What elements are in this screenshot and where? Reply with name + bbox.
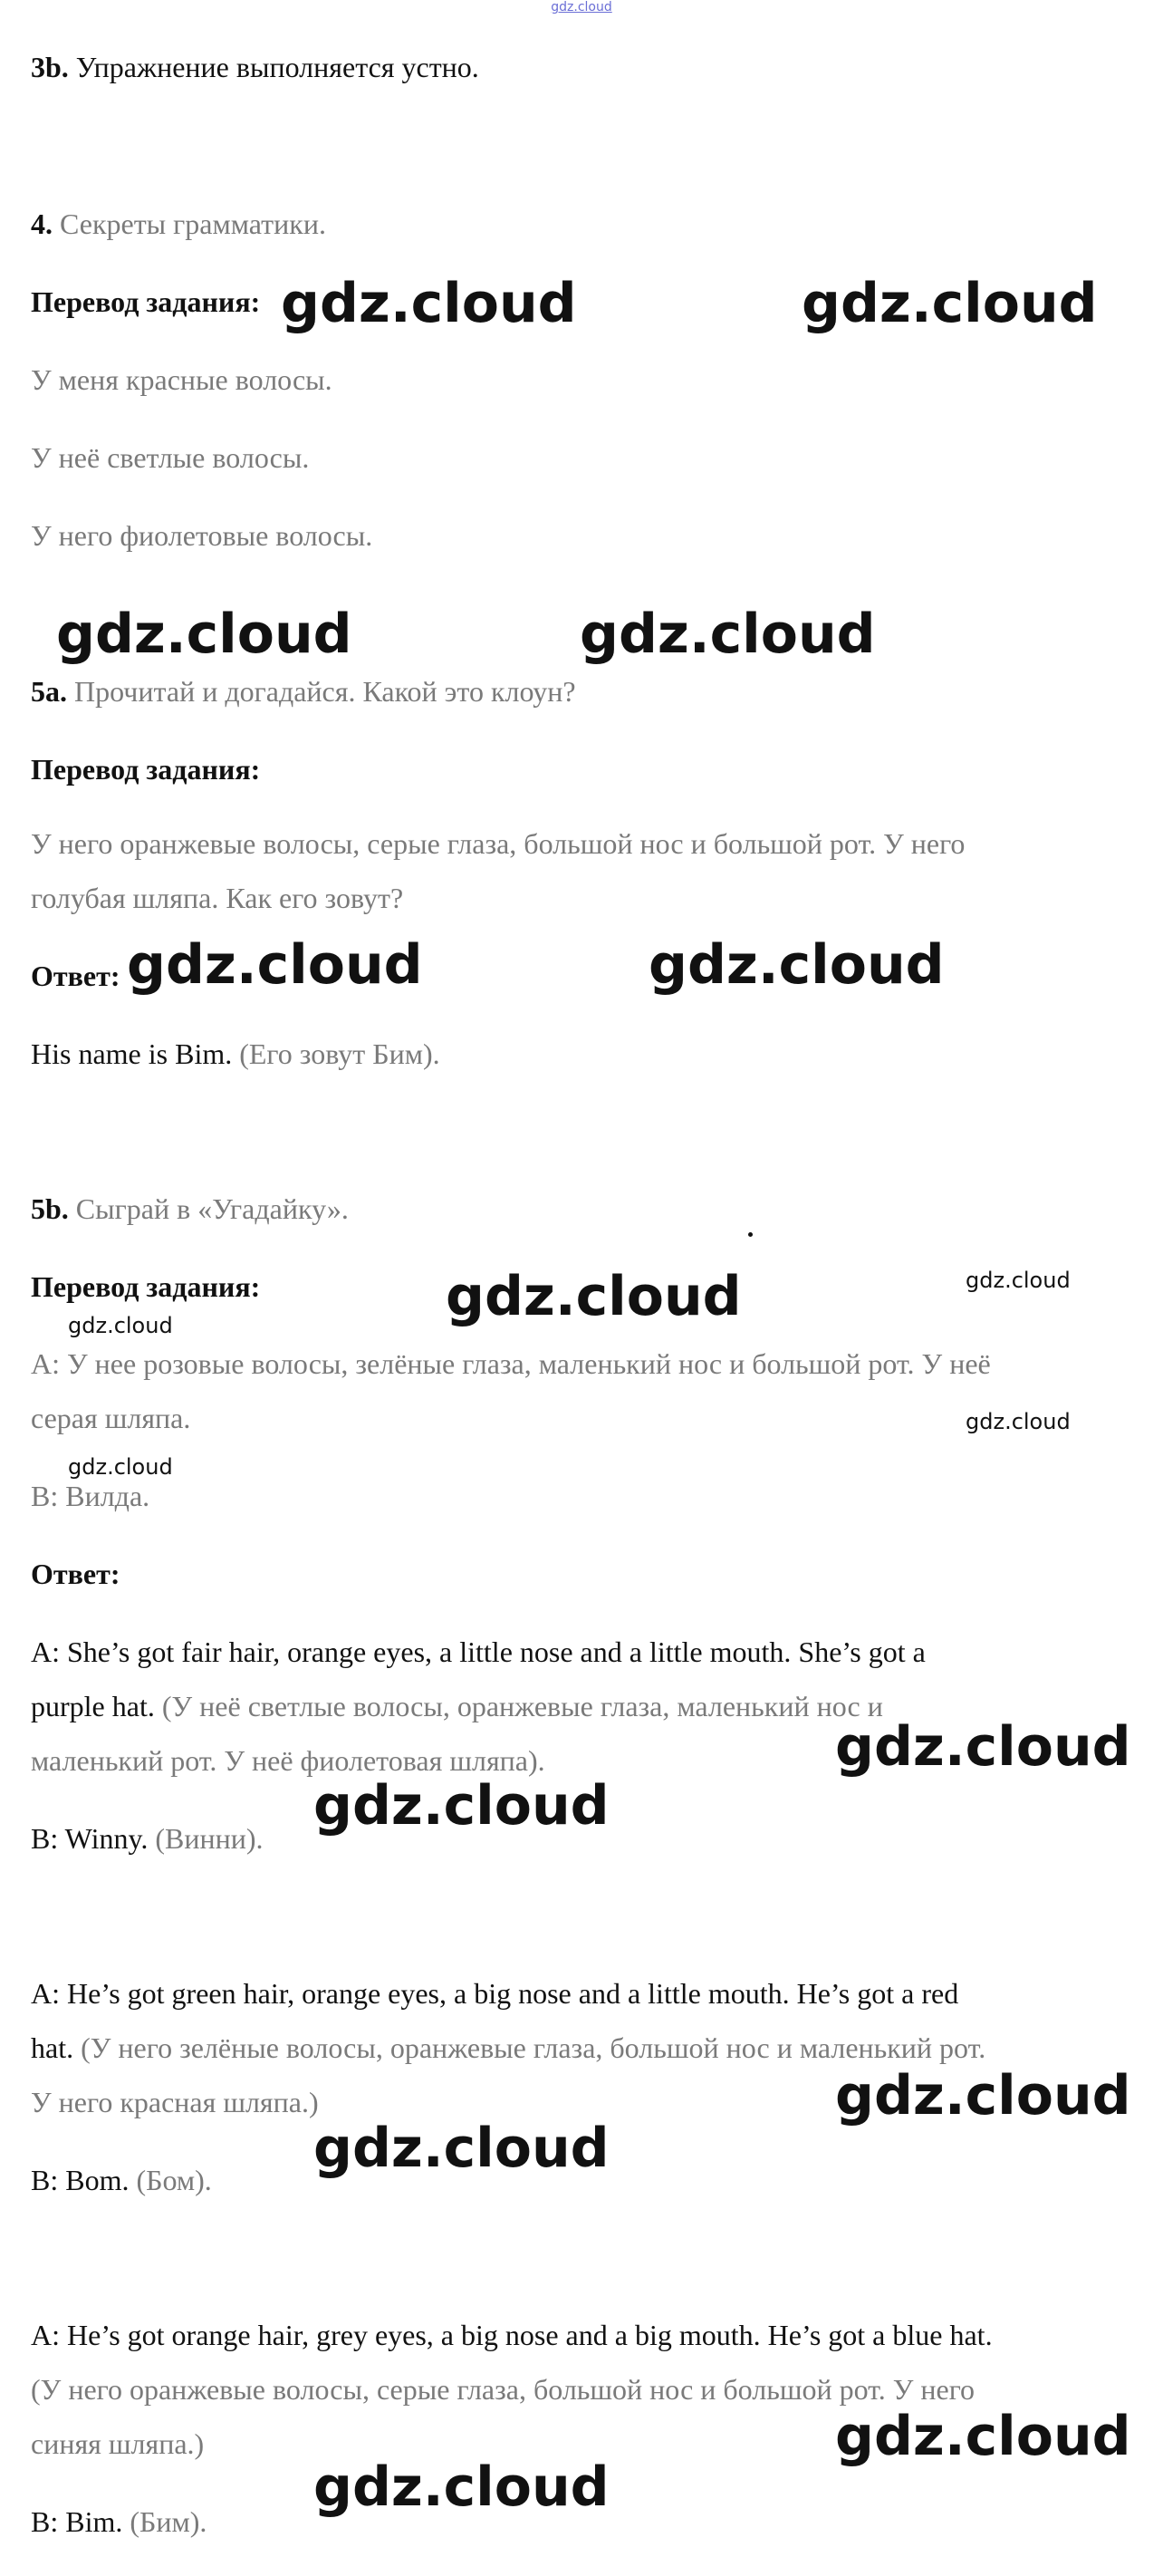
exercise-title: Сыграй в «Угадайку». — [75, 1192, 349, 1225]
answer-line: A: He’s got green hair, orange eyes, a big nose and a little mouth. He’s got a red — [31, 1977, 959, 2010]
watermark-logo-small: gdz.cloud — [966, 1409, 1071, 1434]
watermark-logo: gdz.cloud — [446, 1265, 742, 1328]
watermark-logo: gdz.cloud — [835, 2064, 1131, 2127]
answer-line: A: He’s got orange hair, grey eyes, a big nose and a big mouth. He’s got a blue hat. — [31, 2319, 993, 2351]
answer-english: hat. — [31, 2031, 74, 2064]
watermark-logo: gdz.cloud — [313, 2117, 610, 2180]
exercise-title: Прочитай и догадайся. Какой это клоун? — [74, 675, 576, 708]
answer-russian: (Бим). — [130, 2505, 207, 2538]
exercise-number: 5a. — [31, 675, 67, 708]
answer-line: (У него оранжевые волосы, серые глаза, большой нос и большой рот. У него — [31, 2373, 976, 2406]
top-watermark: gdz.cloud — [551, 0, 612, 14]
exercise-number: 4. — [31, 207, 53, 240]
exercise-3b — [31, 41, 1100, 93]
answer-line: маленький рот. У неё фиолетовая шляпа). — [31, 1744, 545, 1777]
answer-line: A: She’s got fair hair, orange eyes, a little nose and a little mouth. She’s got a — [31, 1635, 926, 1668]
watermark-logo: gdz.cloud — [281, 272, 577, 335]
translation-line: В: Вилда. — [31, 1480, 150, 1512]
answer-russian: (Бом). — [136, 2164, 212, 2196]
stray-dot — [748, 1232, 753, 1237]
answer-english: B: Bim. — [31, 2505, 123, 2538]
answer-russian: (Его зовут Бим). — [239, 1037, 440, 1070]
exercise-4-title — [31, 198, 1100, 250]
exercise-number: 5b. — [31, 1192, 69, 1225]
watermark-logo-small: gdz.cloud — [68, 1313, 173, 1338]
translation-line: У него фиолетовые волосы. — [31, 519, 373, 552]
exercise-text: Упражнение выполняется устно. — [75, 51, 479, 83]
answer-english: B: Winny. — [31, 1822, 149, 1855]
translation-line: У неё светлые волосы. — [31, 441, 310, 474]
translation-line: голубая шляпа. Как его зовут? — [31, 882, 404, 914]
answer-russian: (Винни). — [155, 1822, 264, 1855]
exercise-number: 3b. — [31, 51, 69, 83]
watermark-logo: gdz.cloud — [56, 603, 352, 666]
answer-line: У него красная шляпа.) — [31, 2086, 319, 2118]
translation-line: У него оранжевые волосы, серые глаза, большой нос и большой рот. У него — [31, 827, 966, 860]
watermark-logo: gdz.cloud — [127, 933, 423, 997]
watermark-logo: gdz.cloud — [802, 272, 1098, 335]
answer-label: Ответ: — [31, 960, 120, 992]
answer-english: His name is Bim. — [31, 1037, 233, 1070]
watermark-logo: gdz.cloud — [649, 933, 945, 997]
task-translation-label: Перевод задания: — [31, 1270, 261, 1303]
answer-russian: (У него зелёные волосы, оранжевые глаза, большой нос и маленький рот. — [81, 2031, 986, 2064]
translation-line: У меня красные волосы. — [31, 363, 332, 396]
task-translation-label: Перевод задания: — [31, 285, 261, 318]
watermark-logo: gdz.cloud — [835, 2405, 1131, 2468]
translation-line: А: У нее розовые волосы, зелёные глаза, маленький нос и большой рот. У неё — [31, 1347, 991, 1380]
exercise-5a-title — [31, 665, 1100, 718]
answer-english: B: Bom. — [31, 2164, 130, 2196]
task-translation-label: Перевод задания: — [31, 753, 261, 786]
answer-line — [31, 1028, 1100, 1080]
answer-label: Ответ: — [31, 1558, 120, 1590]
translation-line: серая шляпа. — [31, 1402, 191, 1434]
watermark-logo-small: gdz.cloud — [68, 1454, 173, 1480]
watermark-logo-small: gdz.cloud — [966, 1268, 1071, 1293]
exercise-5b-title — [31, 1182, 1100, 1235]
watermark-logo: gdz.cloud — [580, 603, 876, 666]
exercise-title: Секреты грамматики. — [60, 207, 326, 240]
answer-english: purple hat. — [31, 1690, 155, 1722]
watermark-logo: gdz.cloud — [835, 1715, 1131, 1779]
watermark-logo: gdz.cloud — [313, 2455, 610, 2519]
answer-russian: (У неё светлые волосы, оранжевые глаза, маленький нос и — [161, 1690, 883, 1722]
answer-line: синяя шляпа.) — [31, 2427, 205, 2460]
watermark-logo: gdz.cloud — [313, 1774, 610, 1838]
